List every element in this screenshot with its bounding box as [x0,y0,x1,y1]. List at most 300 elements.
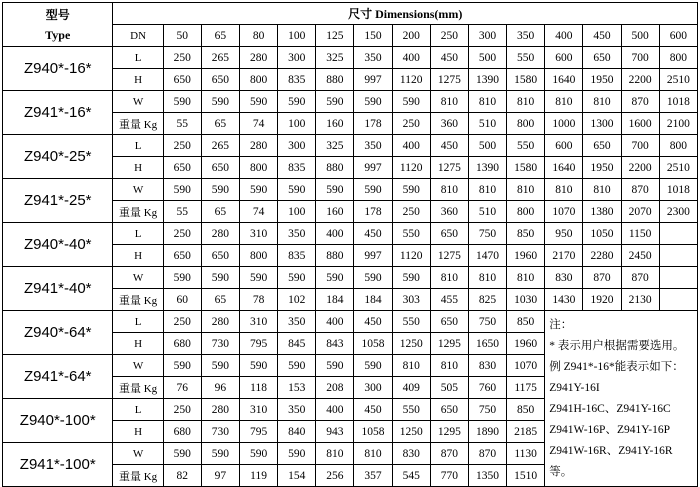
value-cell: 550 [507,135,545,157]
value-cell: 810 [468,91,506,113]
value-cell: 250 [163,135,201,157]
value-cell: 250 [392,201,430,223]
model-cell: Z941*-25* [3,179,113,223]
value-cell: 800 [507,113,545,135]
row-label: W [113,91,163,113]
value-cell: 590 [316,267,354,289]
value-cell: 250 [163,223,201,245]
value-cell: 1580 [507,157,545,179]
value-cell: 843 [316,333,354,355]
value-cell: 800 [507,201,545,223]
value-cell: 590 [239,267,277,289]
value-cell: 360 [430,113,468,135]
value-cell: 256 [316,465,354,487]
value-cell: 2100 [659,113,697,135]
value-cell: 550 [392,311,430,333]
value-cell: 590 [163,355,201,377]
value-cell: 65 [201,113,239,135]
value-cell: 600 [545,135,583,157]
value-cell: 325 [316,47,354,69]
value-cell: 880 [316,245,354,267]
value-cell: 590 [354,179,392,201]
dn-label: DN [113,25,163,47]
value-cell: 450 [354,399,392,421]
value-cell: 1390 [468,69,506,91]
value-cell: 1390 [468,157,506,179]
value-cell: 2200 [621,157,659,179]
value-cell: 1580 [507,69,545,91]
value-cell: 310 [239,311,277,333]
value-cell: 1430 [545,289,583,311]
value-cell: 590 [316,91,354,113]
value-cell: 65 [201,201,239,223]
value-cell: 810 [545,179,583,201]
value-cell: 2200 [621,69,659,91]
value-cell: 590 [201,179,239,201]
row-label: 重量 Kg [113,465,163,487]
value-cell: 825 [468,289,506,311]
type-header-en: Type [45,27,71,42]
dn-value: 80 [239,25,277,47]
value-cell: 1380 [583,201,621,223]
model-cell: Z941*-40* [3,267,113,311]
row-label: L [113,311,163,333]
value-cell: 590 [201,443,239,465]
value-cell: 118 [239,377,277,399]
dn-value: 125 [316,25,354,47]
value-cell: 835 [278,69,316,91]
value-cell: 835 [278,157,316,179]
value-cell: 160 [316,113,354,135]
value-cell: 810 [354,443,392,465]
value-cell: 2280 [583,245,621,267]
value-cell: 590 [354,355,392,377]
value-cell: 800 [659,135,697,157]
value-cell: 870 [621,267,659,289]
value-cell: 590 [239,355,277,377]
value-cell: 1030 [507,289,545,311]
value-cell: 510 [468,201,506,223]
value-cell: 1275 [430,157,468,179]
value-cell: 1250 [392,333,430,355]
value-cell: 830 [545,267,583,289]
value-cell: 590 [278,179,316,201]
table-row [3,223,698,245]
value-cell: 1950 [583,157,621,179]
value-cell: 78 [239,289,277,311]
value-cell: 2070 [621,201,659,223]
value-cell: 810 [468,179,506,201]
value-cell: 650 [201,157,239,179]
value-cell: 870 [468,443,506,465]
value-cell: 590 [278,443,316,465]
value-cell: 160 [316,201,354,223]
value-cell: 650 [163,245,201,267]
value-cell [659,223,697,245]
row-label: 重量 Kg [113,289,163,311]
value-cell: 76 [163,377,201,399]
value-cell: 409 [392,377,430,399]
value-cell: 1960 [507,333,545,355]
dn-value: 500 [621,25,659,47]
row-label: L [113,223,163,245]
value-cell: 310 [239,223,277,245]
value-cell: 310 [239,399,277,421]
row-label: H [113,333,163,355]
value-cell: 1640 [545,69,583,91]
notes-cell [545,311,698,487]
dn-value: 250 [430,25,468,47]
value-cell: 590 [201,267,239,289]
value-cell: 350 [354,135,392,157]
value-cell: 100 [278,113,316,135]
value-cell: 265 [201,135,239,157]
value-cell: 350 [278,311,316,333]
value-cell: 350 [278,399,316,421]
value-cell: 1640 [545,157,583,179]
value-cell [659,267,697,289]
value-cell: 450 [430,47,468,69]
value-cell: 1470 [468,245,506,267]
value-cell: 2510 [659,157,697,179]
value-cell: 810 [507,179,545,201]
value-cell: 840 [278,421,316,443]
table-row [3,267,698,289]
value-cell: 1120 [392,69,430,91]
type-header-cn: 型号 [45,7,70,22]
table-row [3,91,698,113]
value-cell: 590 [163,267,201,289]
value-cell: 450 [354,223,392,245]
value-cell: 770 [430,465,468,487]
value-cell: 830 [468,355,506,377]
value-cell [659,289,697,311]
value-cell: 82 [163,465,201,487]
value-cell: 1950 [583,69,621,91]
value-cell: 280 [201,399,239,421]
value-cell: 400 [316,311,354,333]
dn-value: 200 [392,25,430,47]
value-cell: 1018 [659,91,697,113]
value-cell: 810 [583,179,621,201]
value-cell: 590 [392,179,430,201]
value-cell: 2185 [507,421,545,443]
dn-value: 400 [545,25,583,47]
value-cell: 280 [239,135,277,157]
value-cell: 650 [163,69,201,91]
value-cell: 208 [316,377,354,399]
row-label: H [113,245,163,267]
value-cell [659,245,697,267]
dn-value: 450 [583,25,621,47]
value-cell: 550 [392,399,430,421]
value-cell: 943 [316,421,354,443]
value-cell: 250 [163,47,201,69]
dimensions-header: 尺寸 Dimensions(mm) [113,3,698,25]
value-cell: 102 [278,289,316,311]
value-cell: 870 [583,267,621,289]
row-label: H [113,69,163,91]
value-cell: 590 [239,443,277,465]
row-label: W [113,355,163,377]
value-cell: 795 [239,333,277,355]
value-cell: 810 [430,179,468,201]
value-cell: 650 [430,223,468,245]
value-cell: 400 [316,399,354,421]
value-cell: 997 [354,245,392,267]
value-cell: 650 [430,311,468,333]
value-cell: 730 [201,333,239,355]
value-cell: 810 [507,91,545,113]
note-line: 例 Z941*-16*能表示如下： [549,361,684,373]
value-cell: 590 [354,91,392,113]
value-cell: 810 [583,91,621,113]
value-cell: 360 [430,201,468,223]
value-cell: 55 [163,113,201,135]
value-cell: 590 [316,179,354,201]
value-cell: 1350 [468,465,506,487]
value-cell: 60 [163,289,201,311]
value-cell: 1058 [354,421,392,443]
type-header [3,3,113,47]
row-label: H [113,157,163,179]
value-cell: 2510 [659,69,697,91]
value-cell: 450 [430,135,468,157]
value-cell: 850 [507,311,545,333]
table-row [3,311,698,333]
value-cell: 800 [659,47,697,69]
value-cell: 1250 [392,421,430,443]
value-cell: 810 [316,443,354,465]
value-cell: 250 [392,113,430,135]
value-cell: 300 [278,47,316,69]
value-cell: 97 [201,465,239,487]
value-cell: 1130 [507,443,545,465]
value-cell: 750 [468,223,506,245]
note-line: * 表示用户根据需要选用。 [549,340,685,352]
valve-dimensions-table [2,2,698,487]
row-label: W [113,179,163,201]
value-cell: 1018 [659,179,697,201]
table-row [3,179,698,201]
row-label: 重量 Kg [113,377,163,399]
model-cell: Z940*-25* [3,135,113,179]
value-cell: 810 [430,267,468,289]
value-cell: 1295 [430,421,468,443]
value-cell: 650 [430,399,468,421]
value-cell: 750 [468,399,506,421]
model-cell: Z940*-40* [3,223,113,267]
value-cell: 1120 [392,157,430,179]
model-cell: Z941*-100* [3,443,113,487]
value-cell: 505 [430,377,468,399]
value-cell: 1890 [468,421,506,443]
value-cell: 1275 [430,69,468,91]
value-cell: 810 [430,91,468,113]
value-cell: 300 [278,135,316,157]
row-label: L [113,135,163,157]
value-cell: 590 [354,267,392,289]
value-cell: 870 [430,443,468,465]
model-cell: Z940*-16* [3,47,113,91]
value-cell: 680 [163,421,201,443]
value-cell: 650 [201,245,239,267]
value-cell: 400 [392,47,430,69]
value-cell: 650 [163,157,201,179]
value-cell: 510 [468,113,506,135]
value-cell: 154 [278,465,316,487]
value-cell: 1000 [545,113,583,135]
value-cell: 350 [278,223,316,245]
value-cell: 455 [430,289,468,311]
value-cell: 325 [316,135,354,157]
value-cell: 750 [468,311,506,333]
row-label: W [113,443,163,465]
value-cell: 1295 [430,333,468,355]
value-cell: 357 [354,465,392,487]
value-cell: 74 [239,201,277,223]
value-cell: 800 [239,157,277,179]
model-cell: Z941*-64* [3,355,113,399]
value-cell: 1058 [354,333,392,355]
dn-value: 65 [201,25,239,47]
value-cell: 880 [316,69,354,91]
value-cell: 590 [392,91,430,113]
value-cell: 1650 [468,333,506,355]
dn-value: 350 [507,25,545,47]
note-line: Z941W-16P、Z941Y-16P [549,424,670,436]
value-cell: 590 [163,91,201,113]
table-row [3,47,698,69]
value-cell: 810 [430,355,468,377]
value-cell: 303 [392,289,430,311]
value-cell: 870 [621,179,659,201]
row-label: H [113,421,163,443]
value-cell: 650 [583,135,621,157]
value-cell: 590 [163,443,201,465]
value-cell: 1960 [507,245,545,267]
model-cell: Z940*-100* [3,399,113,443]
value-cell: 500 [468,135,506,157]
note-line: Z941W-16R、Z941Y-16R [549,445,673,457]
value-cell: 545 [392,465,430,487]
value-cell: 835 [278,245,316,267]
value-cell: 590 [392,267,430,289]
value-cell: 74 [239,113,277,135]
value-cell: 810 [507,267,545,289]
value-cell: 1920 [583,289,621,311]
value-cell: 1300 [583,113,621,135]
note-line: 注： [549,319,573,331]
value-cell: 1150 [621,223,659,245]
dn-value: 150 [354,25,392,47]
dn-value: 50 [163,25,201,47]
row-label: 重量 Kg [113,113,163,135]
row-label: L [113,47,163,69]
value-cell: 590 [201,355,239,377]
value-cell: 300 [354,377,392,399]
value-cell: 800 [239,245,277,267]
value-cell: 1510 [507,465,545,487]
value-cell: 280 [239,47,277,69]
value-cell: 55 [163,201,201,223]
row-label: L [113,399,163,421]
value-cell: 870 [621,91,659,113]
value-cell: 845 [278,333,316,355]
value-cell: 760 [468,377,506,399]
value-cell: 184 [316,289,354,311]
value-cell: 600 [545,47,583,69]
value-cell: 153 [278,377,316,399]
table-row [3,135,698,157]
row-label: W [113,267,163,289]
value-cell: 810 [392,355,430,377]
value-cell: 700 [621,135,659,157]
value-cell: 700 [621,47,659,69]
value-cell: 1070 [545,201,583,223]
value-cell: 550 [507,47,545,69]
value-cell: 810 [468,267,506,289]
value-cell: 850 [507,399,545,421]
value-cell: 178 [354,201,392,223]
note-line: Z941Y-16I [549,382,600,394]
value-cell: 650 [201,69,239,91]
value-cell: 178 [354,113,392,135]
value-cell: 450 [354,311,392,333]
value-cell: 350 [354,47,392,69]
value-cell: 730 [201,421,239,443]
value-cell: 2170 [545,245,583,267]
value-cell: 650 [583,47,621,69]
value-cell: 880 [316,157,354,179]
value-cell: 795 [239,421,277,443]
note-line: 等。 [549,466,573,478]
value-cell: 590 [163,179,201,201]
value-cell: 1050 [583,223,621,245]
header-row [3,3,698,25]
value-cell: 997 [354,69,392,91]
note-line: Z941H-16C、Z941Y-16C [549,403,671,415]
value-cell: 184 [354,289,392,311]
model-cell: Z940*-64* [3,311,113,355]
value-cell: 590 [201,91,239,113]
value-cell: 590 [239,91,277,113]
value-cell: 680 [163,333,201,355]
value-cell: 280 [201,311,239,333]
value-cell: 590 [278,267,316,289]
value-cell: 1275 [430,245,468,267]
value-cell: 100 [278,201,316,223]
value-cell: 590 [278,91,316,113]
value-cell: 997 [354,157,392,179]
value-cell: 400 [316,223,354,245]
value-cell: 550 [392,223,430,245]
value-cell: 810 [545,91,583,113]
row-label: 重量 Kg [113,201,163,223]
value-cell: 2450 [621,245,659,267]
value-cell: 119 [239,465,277,487]
value-cell: 265 [201,47,239,69]
model-cell: Z941*-16* [3,91,113,135]
value-cell: 500 [468,47,506,69]
value-cell: 830 [392,443,430,465]
value-cell: 1175 [507,377,545,399]
value-cell: 950 [545,223,583,245]
value-cell: 850 [507,223,545,245]
value-cell: 800 [239,69,277,91]
value-cell: 590 [316,355,354,377]
value-cell: 1120 [392,245,430,267]
